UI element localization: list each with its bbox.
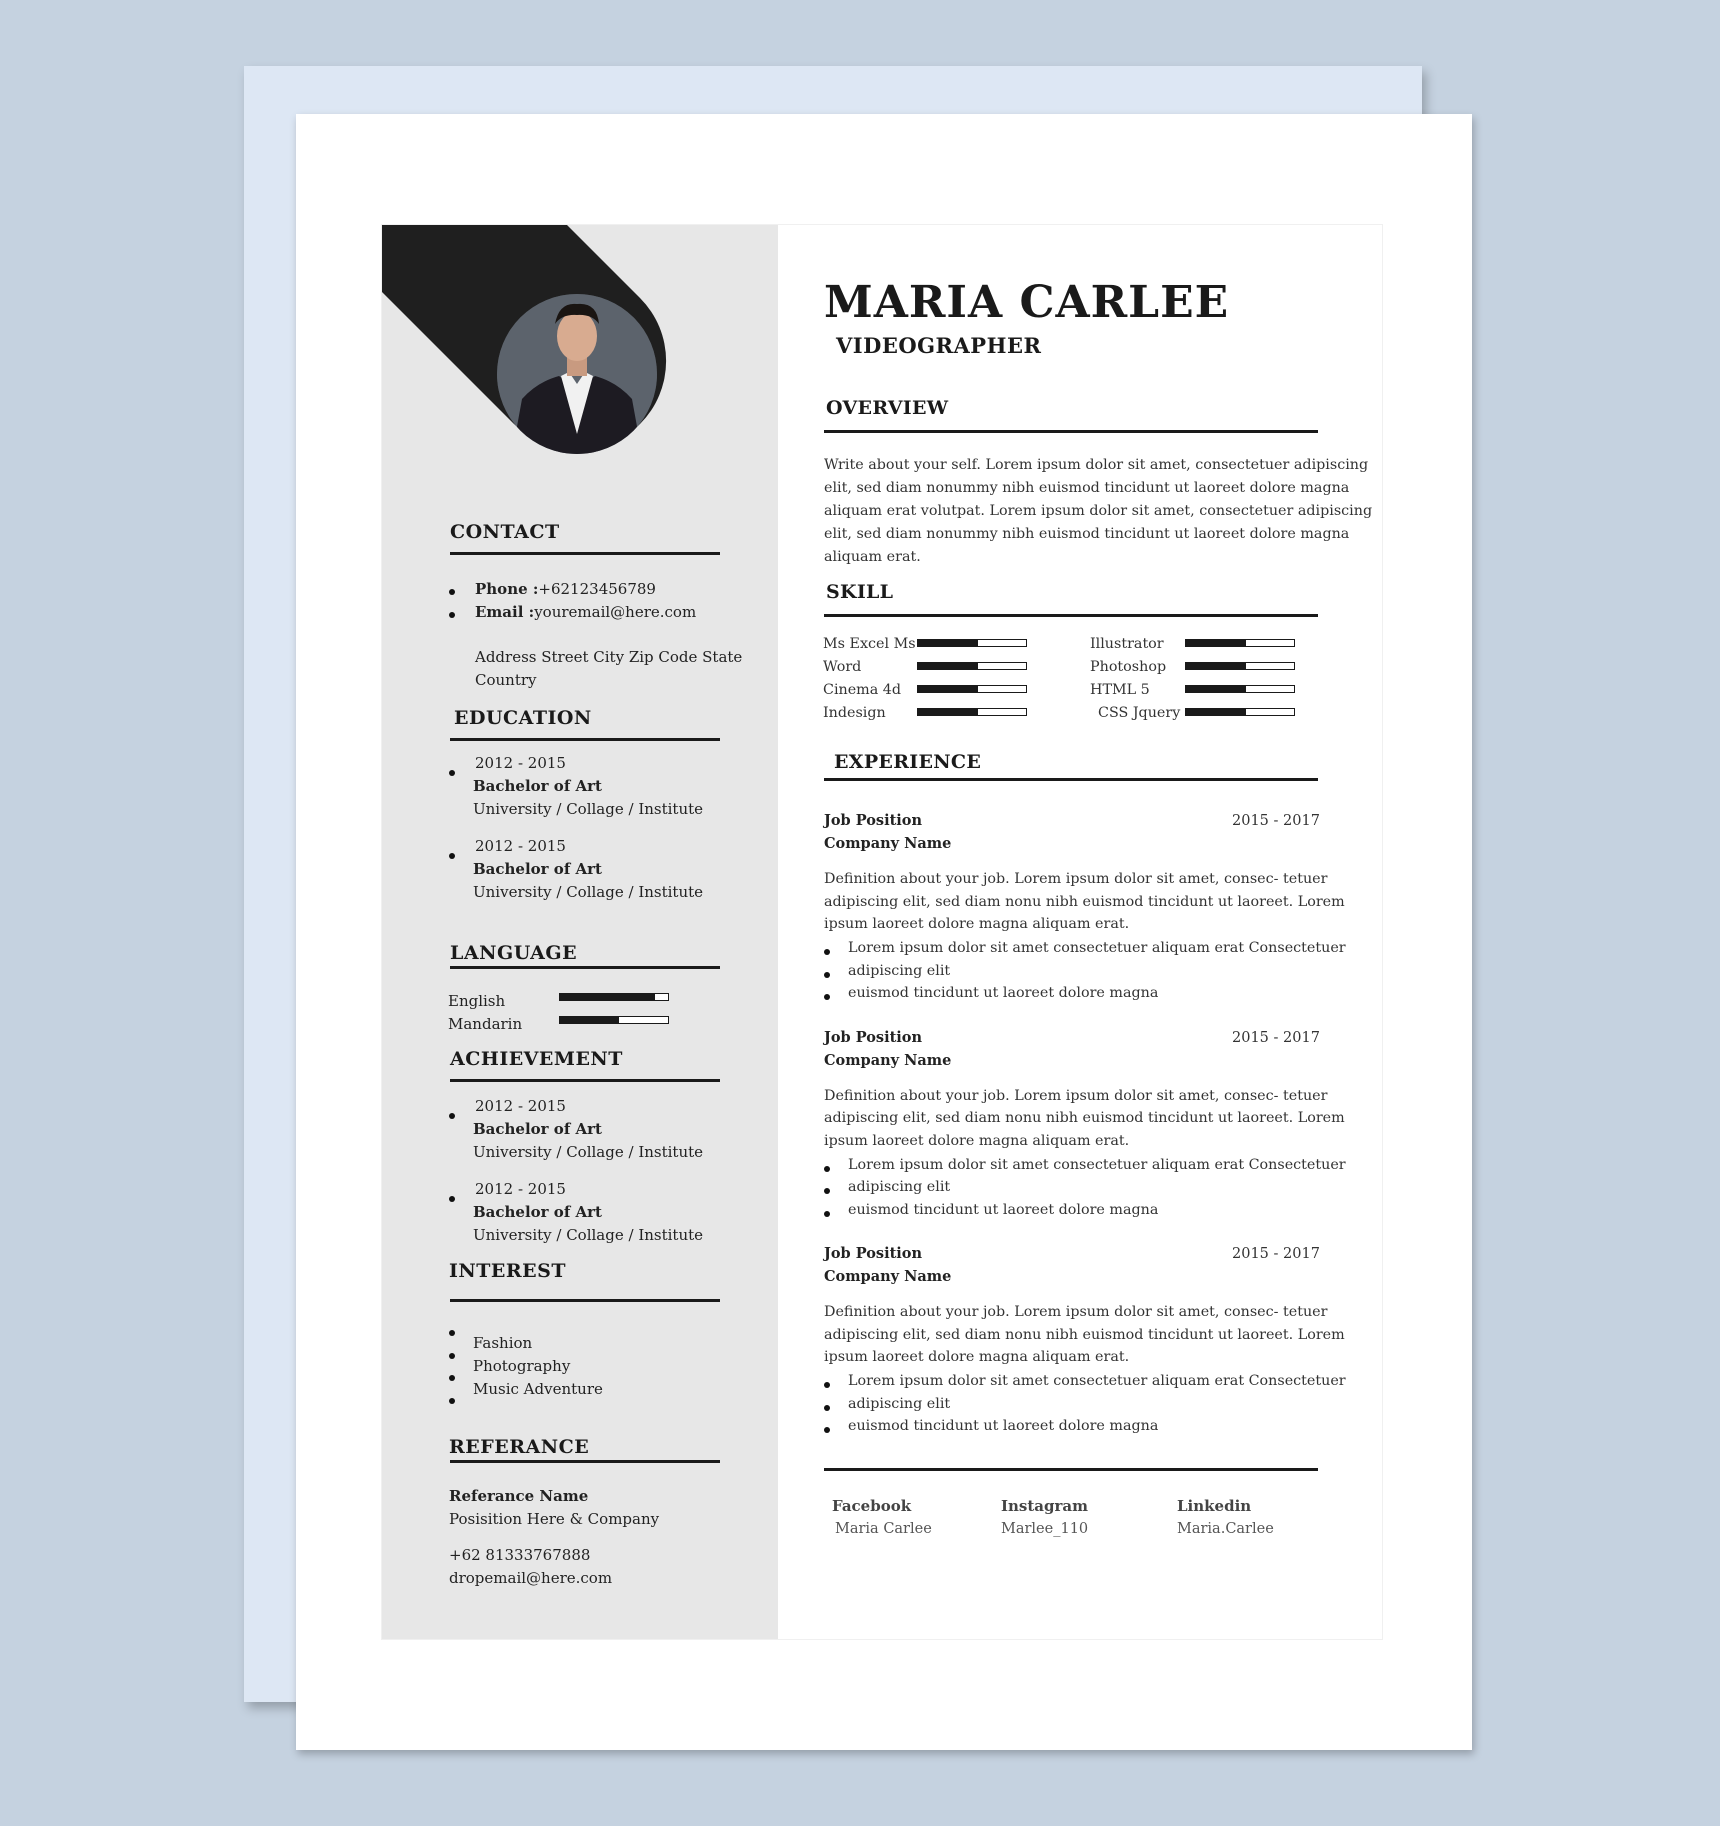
linkedin-label: Linkedin — [1177, 1497, 1252, 1515]
achievement-degree: Bachelor of Art — [473, 1120, 602, 1138]
overview-line: Write about your self. Lorem ipsum dolor sit amet, consectetuer adipiscing — [824, 457, 1369, 473]
education-rule — [450, 738, 720, 741]
education-degree: Bachelor of Art — [473, 777, 602, 795]
language-name: Mandarin — [448, 1015, 523, 1033]
bullet — [824, 1382, 830, 1388]
address-line-1: Address Street City Zip Code State — [475, 648, 743, 666]
bullet — [824, 1211, 830, 1217]
job-description-line: ipsum laoreet dolore magna aliquam erat. — [824, 916, 1130, 933]
job-description-line: adipiscing elit, sed diam nonu nibh euismod tincidunt ut laoreet. Lorem — [824, 1110, 1345, 1127]
overview-line: elit, sed diam nonummy nibh euismod tincidunt ut laoreet dolore magna — [824, 526, 1350, 542]
job-position: Job Position — [824, 812, 922, 829]
language-name: English — [448, 992, 506, 1010]
skill-level-bar — [917, 708, 1027, 716]
education-school: University / Collage / Institute — [473, 883, 704, 901]
bullet — [824, 1405, 830, 1411]
main-column — [778, 225, 1382, 1639]
skill-level-bar — [1185, 708, 1295, 716]
language-level-bar — [559, 1016, 669, 1024]
bullet — [449, 1196, 455, 1202]
reference-rule — [450, 1460, 720, 1463]
overview-line: aliquam erat. — [824, 549, 921, 565]
achievement-years: 2012 - 2015 — [475, 1097, 566, 1115]
footer-rule — [824, 1468, 1318, 1471]
profile-photo — [497, 294, 657, 454]
interest-item: Fashion — [473, 1334, 533, 1352]
skill-name: Cinema 4d — [823, 682, 902, 698]
job-bullet: adipiscing elit — [848, 962, 951, 979]
job-bullet: Lorem ipsum dolor sit amet consectetuer aliquam erat Consectetuer — [848, 1373, 1346, 1389]
interest-item: Photography — [473, 1357, 571, 1375]
company-name: Company Name — [824, 1051, 952, 1069]
skill-name: Photoshop — [1090, 659, 1167, 675]
address-line-2: Country — [475, 671, 537, 689]
overview-line: aliquam erat volutpat. Lorem ipsum dolor sit amet, consectetuer adipiscing — [824, 503, 1373, 519]
contact-email — [475, 601, 696, 624]
phone-value: +62123456789 — [538, 580, 656, 598]
reference-heading: REFERANCE — [449, 1436, 590, 1458]
email-label: Email : — [475, 603, 535, 621]
facebook-label: Facebook — [832, 1497, 912, 1515]
skill-level-bar — [917, 685, 1027, 693]
skill-name: Ms Excel Ms — [823, 636, 916, 652]
skill-level-bar — [1185, 639, 1295, 647]
job-bullet: euismod tincidunt ut laoreet dolore magna — [848, 1201, 1159, 1218]
skill-name: CSS Jquery — [1098, 705, 1181, 721]
skill-level-bar — [1185, 685, 1295, 693]
job-description-line: ipsum laoreet dolore magna aliquam erat. — [824, 1349, 1130, 1366]
achievement-heading: ACHIEVEMENT — [450, 1048, 623, 1070]
job-description-line: adipiscing elit, sed diam nonu nibh euismod tincidunt ut laoreet. Lorem — [824, 1326, 1345, 1343]
experience-heading: EXPERIENCE — [834, 751, 982, 773]
education-years: 2012 - 2015 — [475, 754, 566, 772]
skill-level-bar — [917, 662, 1027, 670]
job-years: 2015 - 2017 — [1232, 1246, 1320, 1262]
company-name: Company Name — [824, 1268, 952, 1285]
skill-name: HTML 5 — [1090, 682, 1150, 698]
bullet — [449, 612, 455, 618]
skill-name: Word — [823, 659, 862, 675]
skill-rule — [824, 614, 1318, 617]
language-rule — [450, 966, 720, 969]
resume-page — [296, 114, 1472, 1750]
bullet — [449, 589, 455, 595]
achievement-school: University / Collage / Institute — [473, 1143, 704, 1161]
bullet — [449, 853, 455, 859]
education-degree: Bachelor of Art — [473, 860, 602, 878]
job-years: 2015 - 2017 — [1232, 1029, 1320, 1046]
interest-item: Music Adventure — [473, 1380, 603, 1398]
contact-rule — [450, 552, 720, 555]
skill-heading: SKILL — [826, 581, 894, 603]
language-heading: LANGUAGE — [450, 942, 578, 964]
job-bullet: adipiscing elit — [848, 1179, 951, 1196]
achievement-years: 2012 - 2015 — [475, 1180, 566, 1198]
reference-position: Posisition Here & Company — [449, 1510, 660, 1528]
bullet — [824, 1166, 830, 1172]
bullet — [824, 994, 830, 1000]
bullet — [824, 1188, 830, 1194]
skill-name: Indesign — [823, 705, 886, 721]
education-school: University / Collage / Institute — [473, 800, 704, 818]
phone-label: Phone : — [475, 580, 539, 598]
skill-name: Illustrator — [1090, 636, 1164, 652]
job-bullet: Lorem ipsum dolor sit amet consectetuer aliquam erat Consectetuer — [848, 1156, 1346, 1173]
bullet — [824, 972, 830, 978]
education-years: 2012 - 2015 — [475, 837, 566, 855]
overview-rule — [824, 430, 1318, 433]
bullet — [449, 1353, 455, 1359]
interest-heading: INTEREST — [449, 1260, 567, 1282]
reference-name: Referance Name — [449, 1487, 589, 1505]
overview-line: elit, sed diam nonummy nibh euismod tincidunt ut laoreet dolore magna — [824, 480, 1350, 496]
job-description-line: Definition about your job. Lorem ipsum dolor sit amet, consec- tetuer — [824, 1087, 1328, 1104]
email-value: youremail@here.com — [534, 603, 697, 621]
company-name: Company Name — [824, 835, 952, 852]
bullet — [824, 949, 830, 955]
achievement-school: University / Collage / Institute — [473, 1226, 704, 1244]
instagram-label: Instagram — [1001, 1497, 1088, 1515]
sidebar — [382, 225, 778, 1639]
skill-level-bar — [1185, 662, 1295, 670]
job-bullet: euismod tincidunt ut laoreet dolore magna — [848, 1418, 1159, 1435]
job-bullet: Lorem ipsum dolor sit amet consectetuer aliquam erat Consectetuer — [848, 940, 1346, 956]
job-position: Job Position — [824, 1028, 922, 1046]
candidate-title: VIDEOGRAPHER — [836, 333, 1042, 358]
job-description-line: ipsum laoreet dolore magna aliquam erat. — [824, 1132, 1130, 1149]
bullet — [449, 1375, 455, 1381]
skill-level-bar — [917, 639, 1027, 647]
resume — [381, 224, 1383, 1640]
experience-rule — [824, 778, 1318, 781]
instagram-handle: Marlee_110 — [1001, 1521, 1089, 1537]
achievement-rule — [450, 1079, 720, 1082]
job-years: 2015 - 2017 — [1232, 813, 1320, 829]
interest-rule — [450, 1299, 720, 1302]
education-heading: EDUCATION — [454, 707, 592, 729]
bullet — [449, 1330, 455, 1336]
contact-heading: CONTACT — [450, 521, 560, 543]
reference-email: dropemail@here.com — [449, 1569, 613, 1587]
achievement-degree: Bachelor of Art — [473, 1203, 602, 1221]
language-level-bar — [559, 993, 669, 1001]
job-description-line: adipiscing elit, sed diam nonu nibh euismod tincidunt ut laoreet. Lorem — [824, 893, 1345, 910]
bullet — [449, 770, 455, 776]
job-position: Job Position — [824, 1245, 922, 1262]
bullet — [449, 1113, 455, 1119]
facebook-handle: Maria Carlee — [835, 1521, 932, 1537]
contact-phone — [475, 578, 656, 601]
job-description-line: Definition about your job. Lorem ipsum dolor sit amet, consec- tetuer — [824, 871, 1328, 887]
reference-phone: +62 81333767888 — [449, 1546, 591, 1564]
job-bullet: adipiscing elit — [848, 1395, 951, 1412]
linkedin-handle: Maria.Carlee — [1177, 1521, 1274, 1537]
bullet — [449, 1398, 455, 1404]
bullet — [824, 1427, 830, 1433]
job-bullet: euismod tincidunt ut laoreet dolore magna — [848, 985, 1159, 1002]
job-description-line: Definition about your job. Lorem ipsum dolor sit amet, consec- tetuer — [824, 1304, 1328, 1320]
candidate-name: MARIA CARLEE — [824, 277, 1230, 328]
overview-heading: OVERVIEW — [826, 397, 949, 419]
